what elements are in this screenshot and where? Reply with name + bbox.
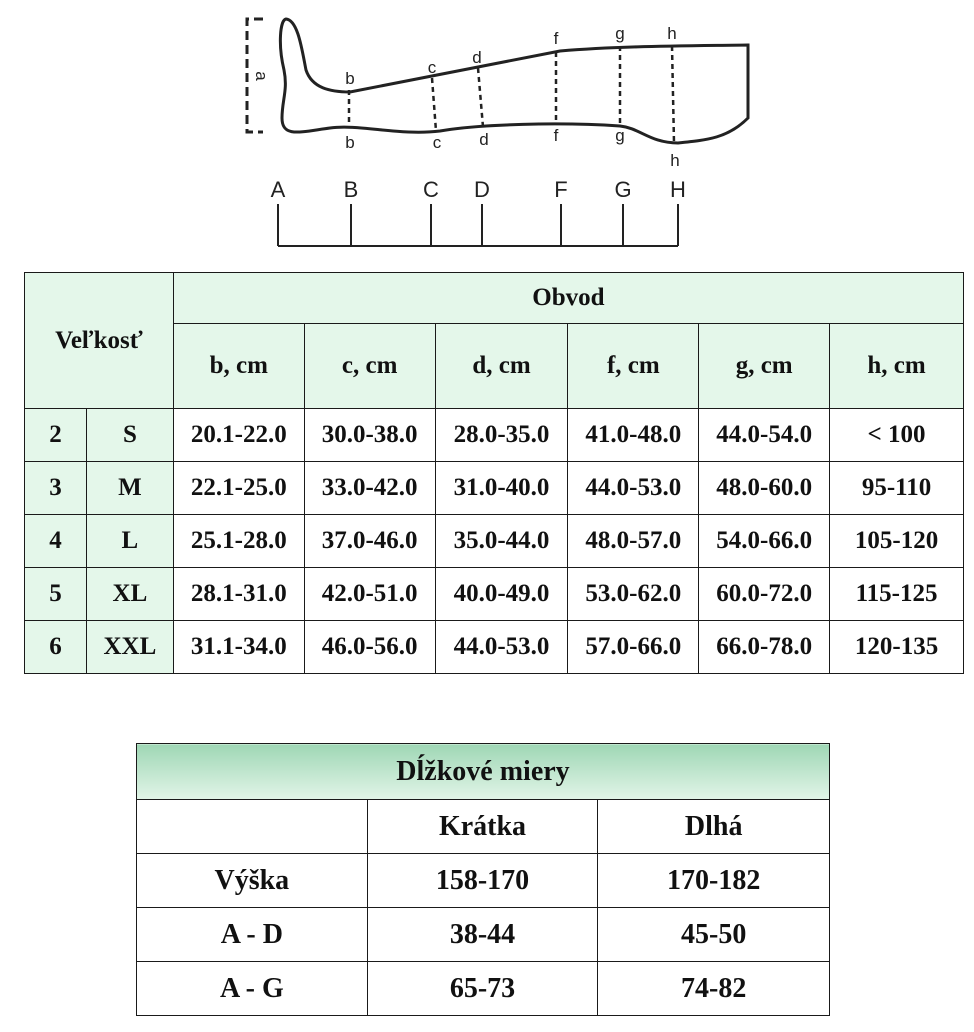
cell-value: 44.0-53.0 [568, 462, 699, 515]
cell-value: 31.1-34.0 [173, 621, 304, 674]
column-header-d: d, cm [435, 324, 568, 409]
cell-value: 42.0-51.0 [304, 568, 435, 621]
cell-value: 33.0-42.0 [304, 462, 435, 515]
foot-label: a [252, 71, 271, 81]
cell-value: 54.0-66.0 [699, 515, 830, 568]
upper-label-h: h [667, 24, 677, 43]
upper-label-b: b [345, 69, 355, 88]
row-size: XXL [86, 621, 173, 674]
column-header-b: b, cm [173, 324, 304, 409]
scale-label-D: D [474, 177, 490, 202]
table-row [137, 962, 830, 1016]
scale-label-B: B [343, 177, 359, 202]
row-label: Výška [137, 854, 368, 908]
cell-value: 37.0-46.0 [304, 515, 435, 568]
cell-value: 115-125 [830, 568, 964, 621]
row-size: XL [86, 568, 173, 621]
scale-label-F: F [554, 177, 568, 202]
lower-label-h: h [670, 151, 680, 170]
cell-value: 31.0-40.0 [435, 462, 568, 515]
cell-value: 46.0-56.0 [304, 621, 435, 674]
cell-value: 30.0-38.0 [304, 409, 435, 462]
cell-value: 44.0-53.0 [435, 621, 568, 674]
table-row [25, 568, 964, 621]
cell-value: 41.0-48.0 [568, 409, 699, 462]
cell-value: 20.1-22.0 [173, 409, 304, 462]
scale-letters [271, 177, 686, 202]
column-header-h: h, cm [830, 324, 964, 409]
cell-value: 158-170 [367, 854, 598, 908]
lower-label-d: d [479, 130, 489, 149]
table-row [25, 621, 964, 674]
row-label: A - G [137, 962, 368, 1016]
row-number: 4 [25, 515, 87, 568]
row-number: 2 [25, 409, 87, 462]
scale-label-C: C [423, 177, 439, 202]
length-table [136, 743, 830, 1016]
size-header: Veľkosť [25, 273, 174, 409]
cell-value: 45-50 [598, 908, 830, 962]
table-row [25, 515, 964, 568]
cell-value: 22.1-25.0 [173, 462, 304, 515]
cell-value: 57.0-66.0 [568, 621, 699, 674]
cell-value: 95-110 [830, 462, 964, 515]
upper-label-f: f [553, 29, 559, 48]
cell-value: 38-44 [367, 908, 598, 962]
upper-label-d: d [472, 48, 482, 67]
girth-group-header: Obvod [173, 273, 963, 324]
leg-measurement-diagram [0, 0, 974, 260]
length-column-header-empty [137, 800, 368, 854]
cell-value: 40.0-49.0 [435, 568, 568, 621]
length-column-header-long: Dlhá [598, 800, 830, 854]
scale-label-A: A [270, 177, 286, 202]
table-row [137, 854, 830, 908]
column-header-g: g, cm [699, 324, 830, 409]
cell-value: 48.0-57.0 [568, 515, 699, 568]
cell-value: 60.0-72.0 [699, 568, 830, 621]
upper-letters [345, 24, 676, 88]
cell-value: 25.1-28.0 [173, 515, 304, 568]
row-size: M [86, 462, 173, 515]
row-number: 5 [25, 568, 87, 621]
lower-label-f: f [553, 126, 559, 145]
cell-value: 35.0-44.0 [435, 515, 568, 568]
lower-label-g: g [615, 126, 625, 145]
row-number: 6 [25, 621, 87, 674]
cell-value: 53.0-62.0 [568, 568, 699, 621]
length-table-title: Dĺžkové miery [137, 744, 830, 800]
cell-value: 66.0-78.0 [699, 621, 830, 674]
table-row [137, 908, 830, 962]
scale-label-H: H [670, 177, 686, 202]
cell-value: 48.0-60.0 [699, 462, 830, 515]
cell-value: 44.0-54.0 [699, 409, 830, 462]
cell-value: 170-182 [598, 854, 830, 908]
cell-value: 28.1-31.0 [173, 568, 304, 621]
row-size: L [86, 515, 173, 568]
row-number: 3 [25, 462, 87, 515]
cell-value: 65-73 [367, 962, 598, 1016]
row-size: S [86, 409, 173, 462]
table-row [25, 462, 964, 515]
cell-value: 28.0-35.0 [435, 409, 568, 462]
cell-value: 120-135 [830, 621, 964, 674]
cell-value: < 100 [830, 409, 964, 462]
length-scale [278, 204, 678, 246]
row-label: A - D [137, 908, 368, 962]
lower-label-b: b [345, 133, 355, 152]
upper-label-g: g [615, 24, 625, 43]
column-header-f: f, cm [568, 324, 699, 409]
length-column-header-short: Krátka [367, 800, 598, 854]
cell-value: 74-82 [598, 962, 830, 1016]
upper-label-c: c [427, 58, 437, 77]
table-row [25, 409, 964, 462]
scale-label-G: G [614, 177, 632, 202]
column-header-c: c, cm [304, 324, 435, 409]
size-table [24, 272, 964, 674]
lower-label-c: c [432, 133, 442, 152]
cell-value: 105-120 [830, 515, 964, 568]
